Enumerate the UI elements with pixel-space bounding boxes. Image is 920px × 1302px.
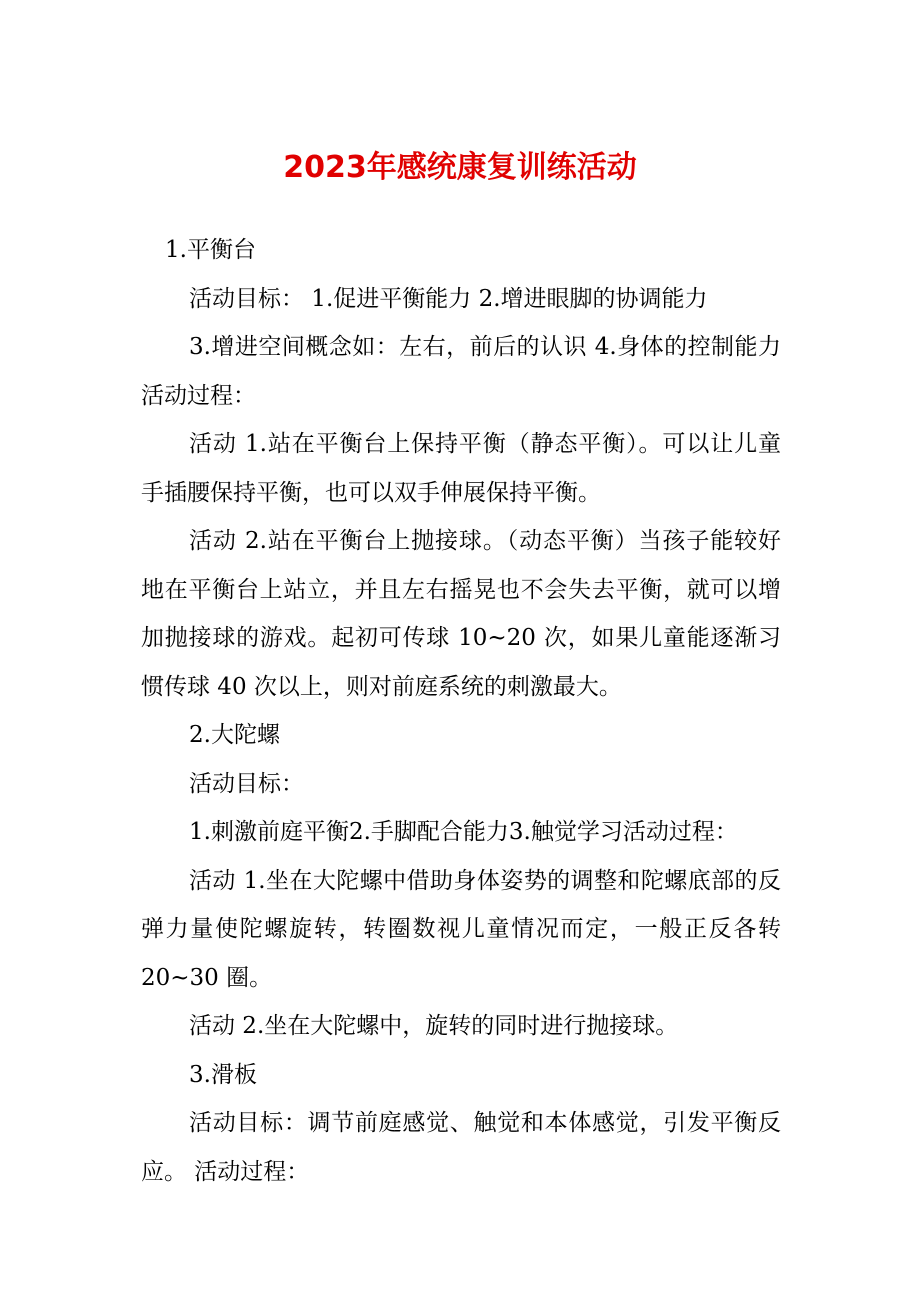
paragraph-activity-2-balance: 活动 2.站在平衡台上抛接球。（动态平衡）当孩子能较好地在平衡台上站立，并且左右摇晃也不会失去平衡，就可以增加抛接球的游戏。起初可传球 10~20 次，如果儿童能逐渐习惯传球 40 次以上，则对前庭系统的刺激最大。	[141, 528, 781, 700]
document-body	[141, 226, 781, 1196]
paragraph-goals-balance-board: 活动目标： 1.促进平衡能力 2.增进眼脚的协调能力	[189, 285, 708, 312]
page-title: 2023年感统康复训练活动	[283, 150, 637, 185]
paragraph-goals-list-big-top: 1.刺激前庭平衡2.手脚配合能力3.触觉学习活动过程：	[189, 819, 738, 845]
paragraph-activity-2-big-top: 活动 2.坐在大陀螺中，旋转的同时进行抛接球。	[189, 1013, 679, 1039]
section-heading-big-top: 2.大陀螺	[189, 722, 280, 748]
paragraph-activity-1-balance: 活动 1.站在平衡台上保持平衡（静态平衡）。可以让儿童手插腰保持平衡，也可以双手伸展保持平衡。	[141, 431, 781, 506]
paragraph-goals-label-big-top: 活动目标：	[189, 770, 304, 797]
section-heading-balance-board: 1.平衡台	[165, 237, 256, 263]
paragraph-goals-skateboard: 活动目标：调节前庭感觉、触觉和本体感觉，引发平衡反应。 活动过程：	[141, 1110, 781, 1185]
paragraph-activity-1-big-top: 活动 1.坐在大陀螺中借助身体姿势的调整和陀螺底部的反弹力量使陀螺旋转，转圈数视儿童情况而定，一般正反各转 20~30 圈。	[141, 867, 781, 991]
paragraph-goals-continued: 3.增进空间概念如：左右，前后的认识 4.身体的控制能力 活动过程：	[141, 334, 781, 409]
section-heading-skateboard: 3.滑板	[189, 1061, 257, 1088]
